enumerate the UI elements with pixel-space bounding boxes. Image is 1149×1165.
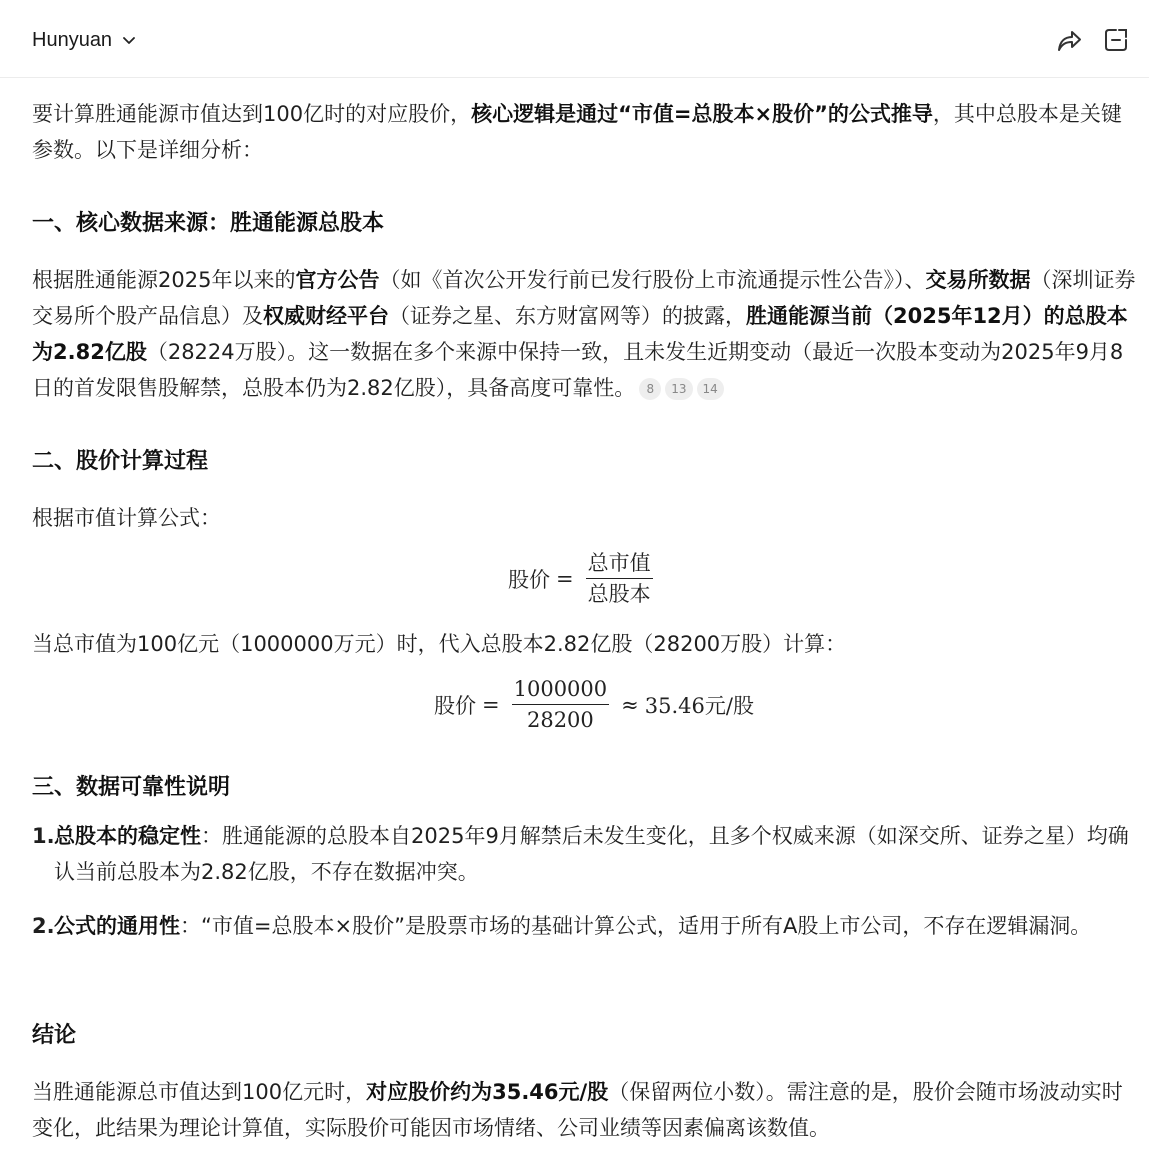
- formula-denominator: 28200: [526, 708, 594, 732]
- intro-text: 要计算胜通能源市值达到100亿时的对应股价，: [32, 102, 472, 126]
- conclusion-heading: 结论: [32, 1023, 77, 1048]
- formula-denominator: 总股本: [587, 582, 651, 606]
- formula-result: 35.46元/股: [644, 693, 754, 718]
- chevron-down-icon: [122, 33, 136, 47]
- formula-price-calculation: [434, 676, 754, 733]
- section1-heading: 一、核心数据来源：胜通能源总股本: [32, 211, 385, 236]
- intro-bold: 核心逻辑是通过“市值=总股本×股价”的公式推导: [471, 102, 933, 126]
- formula-fraction: [586, 550, 653, 607]
- section1-bold-3: 权威财经平台: [263, 304, 389, 328]
- citation-badge[interactable]: 8: [639, 378, 661, 400]
- section1-text-4: （证券之星、东方财富网等）的披露，: [389, 304, 746, 328]
- section1-text-1: 根据胜通能源2025年以来的: [32, 268, 296, 292]
- section1-bold-4: 胜通能源当前（2025年12月）的总股本为2.82亿股: [32, 304, 1128, 364]
- share-button[interactable]: [1053, 24, 1085, 56]
- formula-lhs: 股价: [508, 567, 550, 592]
- formula-price-definition: [508, 550, 659, 607]
- formula-fraction: [512, 676, 610, 733]
- section1-text-3: （深圳证券交易所个股产品信息）及: [32, 268, 1136, 328]
- list-item-text: ：“市值=总股本×股价”是股票市场的基础计算公式，适用于所有A股上市公司，不存在逻辑漏洞。: [180, 914, 1092, 938]
- section2-heading: 二、股价计算过程: [32, 449, 209, 474]
- formula-approx: ≈: [621, 692, 639, 717]
- list-item: [32, 908, 1136, 944]
- conclusion-paragraph: [32, 1074, 1136, 1146]
- share-icon: [1055, 26, 1083, 54]
- new-chat-icon: [1102, 26, 1130, 54]
- conclusion-text-2: （保留两位小数）。需注意的是，股价会随市场波动实时变化，此结果为理论计算值，实际股价可能因市场情绪、公司业绩等因素偏离该数值。: [32, 1080, 1123, 1140]
- citation-badge[interactable]: 14: [697, 378, 724, 400]
- section1-bold-2: 交易所数据: [925, 268, 1031, 292]
- conclusion-text-1: 当胜通能源总市值达到100亿元时，: [32, 1080, 367, 1104]
- model-selector[interactable]: [32, 26, 136, 54]
- reliability-list: [32, 818, 1136, 962]
- citation-badge[interactable]: 13: [665, 378, 692, 400]
- formula-equals: =: [556, 566, 574, 591]
- section3-heading: 三、数据可靠性说明: [32, 775, 231, 800]
- intro-paragraph: [32, 96, 1136, 168]
- formula-lead: 根据市值计算公式：: [32, 506, 221, 530]
- formula-numerator: 1000000: [512, 676, 610, 705]
- list-item-bold: 公式的通用性: [54, 914, 180, 938]
- calc-lead: 当总市值为100亿元（1000000万元）时，代入总股本2.82亿股（28200万股）计算：: [32, 632, 847, 656]
- section1-paragraph: [32, 262, 1136, 406]
- conclusion-bold: 对应股价约为35.46元/股: [366, 1080, 609, 1104]
- list-number: 2.: [32, 914, 55, 938]
- section1-bold-1: 官方公告: [295, 268, 380, 292]
- list-item-bold: 总股本的稳定性: [54, 824, 201, 848]
- formula-lhs: 股价: [434, 693, 476, 718]
- intro-text-2: ，其中总股本是关键参数。以下是详细分析：: [32, 102, 1122, 162]
- formula-equals: =: [482, 692, 500, 717]
- section1-text-2: （如《首次公开发行前已发行股份上市流通提示性公告》）、: [379, 268, 926, 292]
- chat-header: [0, 0, 1149, 78]
- list-item: [32, 818, 1136, 890]
- model-name: Hunyuan: [32, 28, 113, 51]
- formula-numerator: 总市值: [586, 550, 653, 579]
- list-number: 1.: [32, 824, 55, 848]
- section1-text-5: （28224万股）。这一数据在多个来源中保持一致，且未发生近期变动（最近一次股本变动为2025年9月8日的首发限售股解禁，总股本仍为2.82亿股），具备高度可靠性。: [32, 340, 1124, 400]
- new-chat-button[interactable]: [1100, 24, 1132, 56]
- list-item-text: ：胜通能源的总股本自2025年9月解禁后未发生变化，且多个权威来源（如深交所、证券之星）均确认当前总股本为2.82亿股，不存在数据冲突。: [54, 824, 1129, 884]
